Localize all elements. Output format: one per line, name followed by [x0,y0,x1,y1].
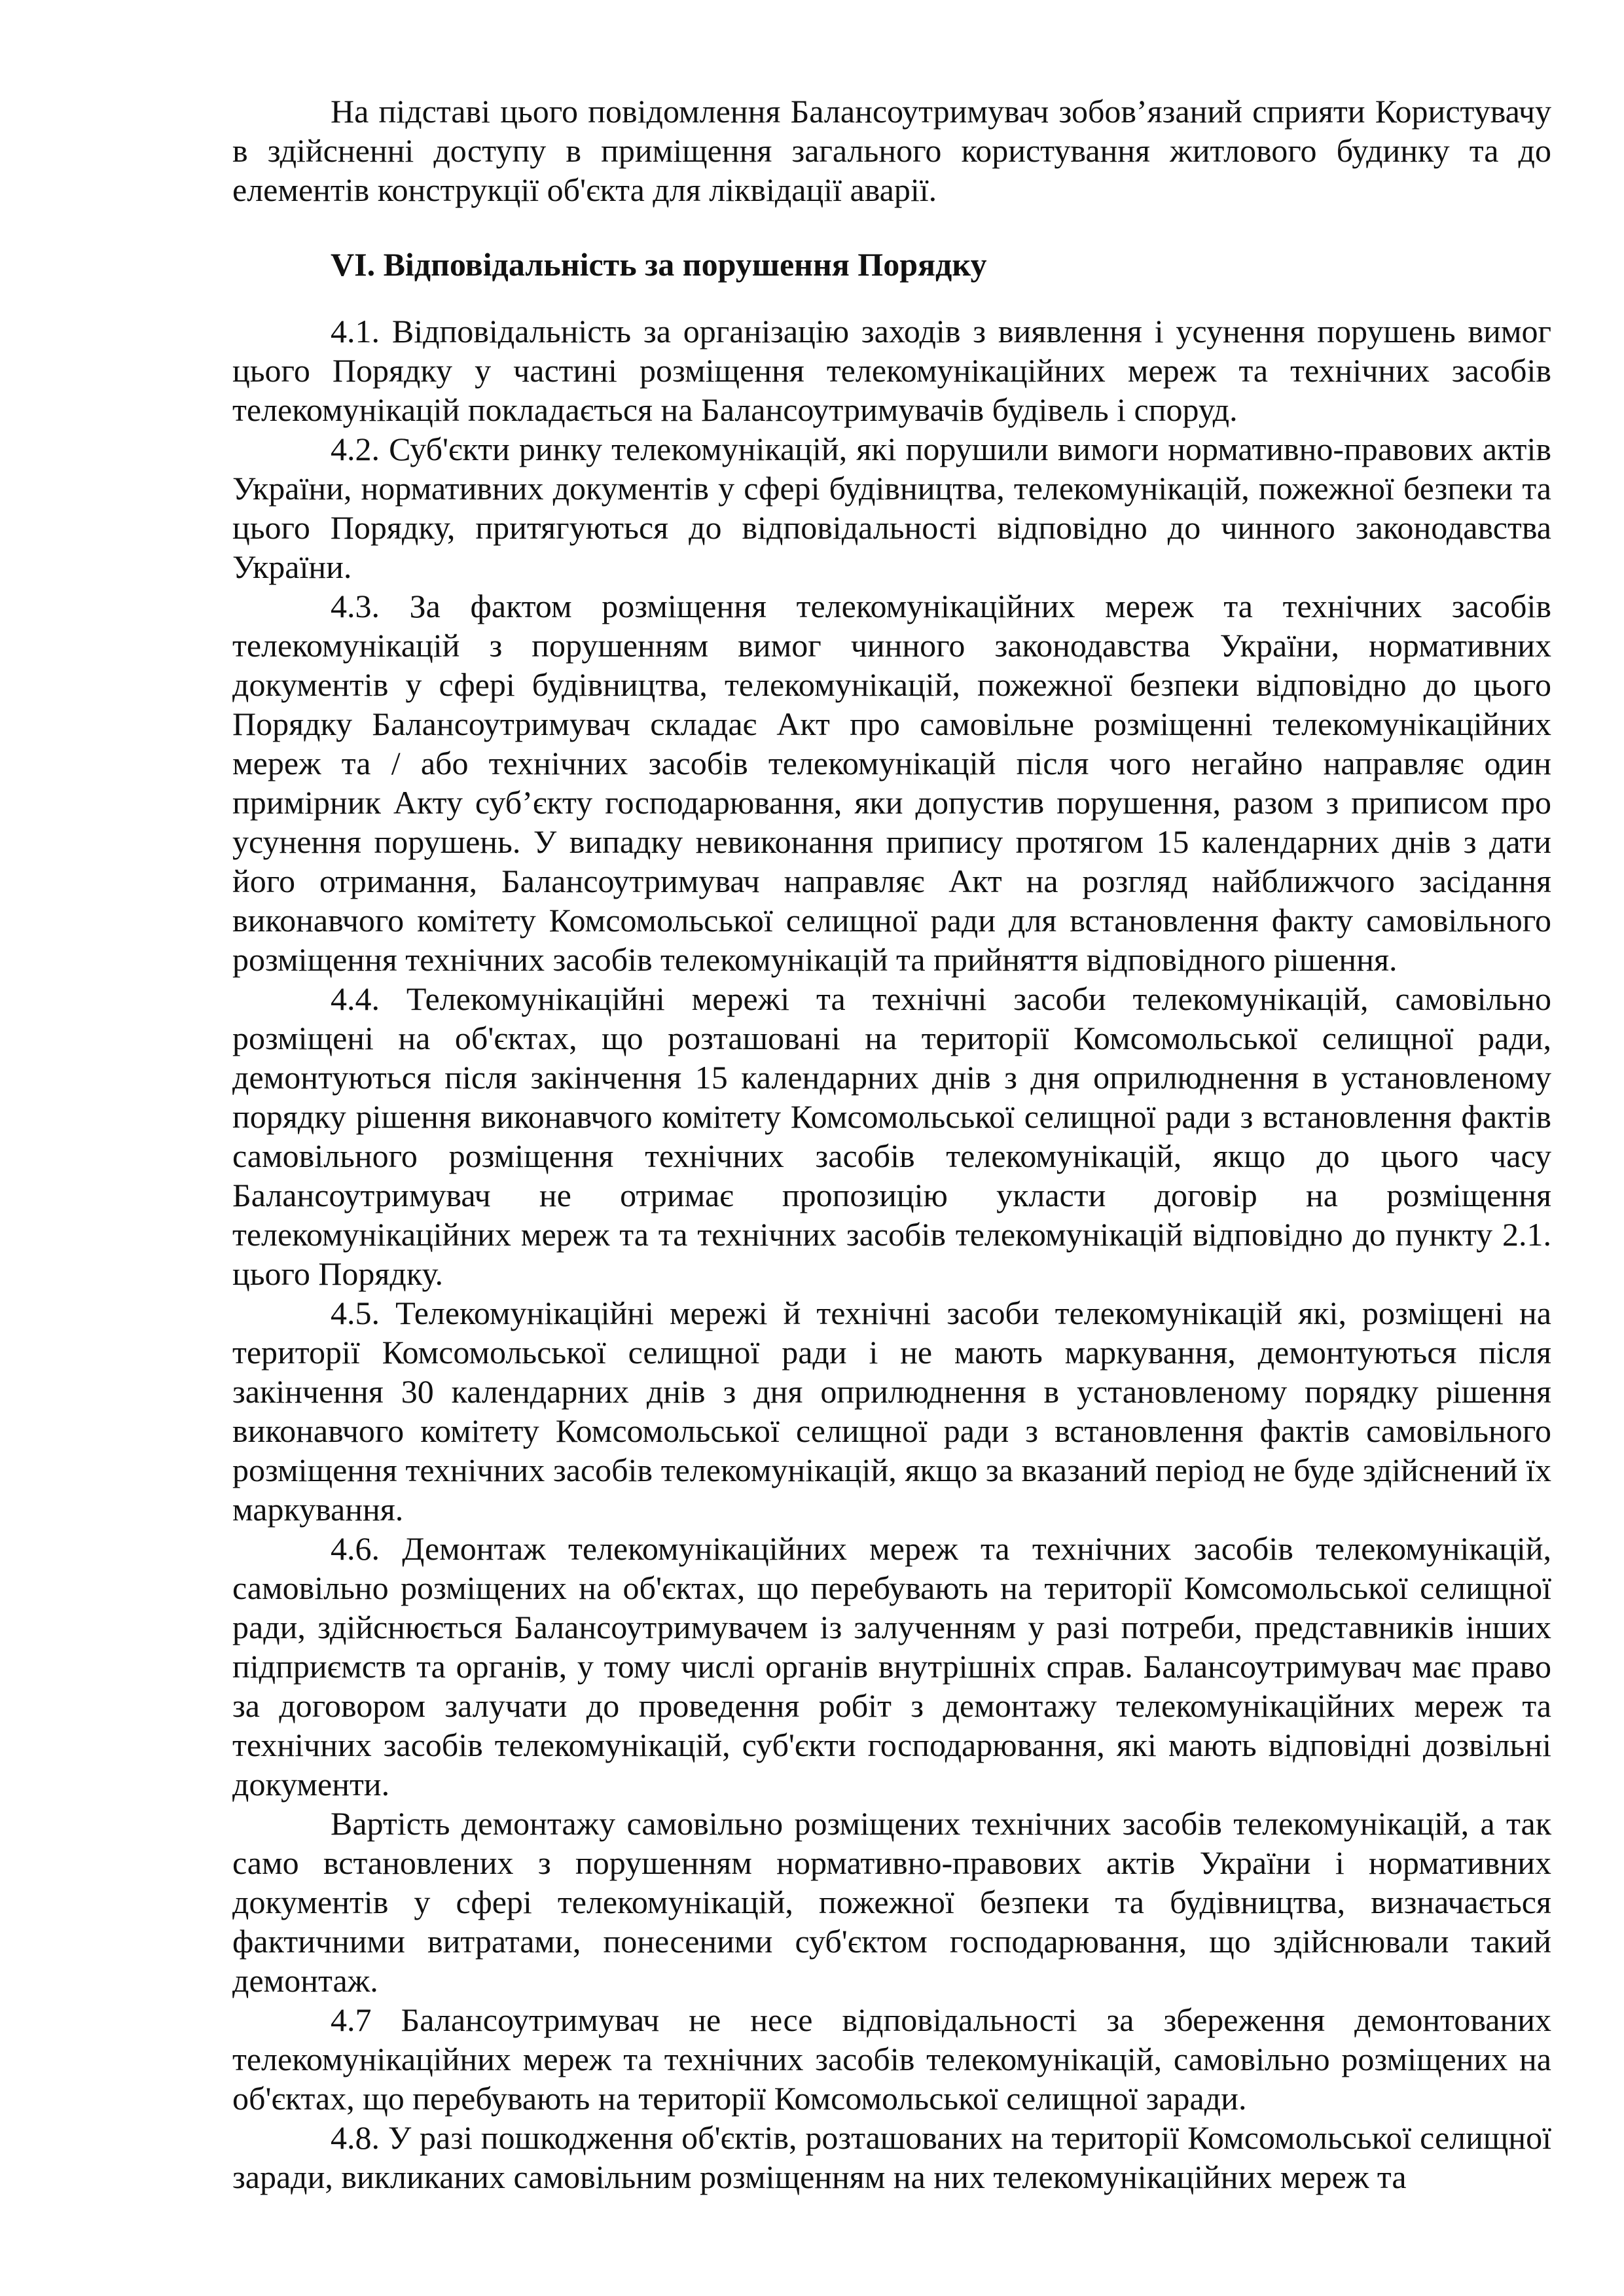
paragraph-4-2: 4.2. Суб'єкти ринку телекомунікацій, які порушили вимоги нормативно-правових актів України, нормативних документів у сфері будівництва, телекомунікацій, пожежної безпеки та цього Порядку, притягуються до відповідальності відповідно до чинного законодавства України. [232,431,1551,585]
paragraph-4-5: 4.5. Телекомунікаційні мережі й технічні засоби телекомунікацій які, розміщені на території Комсомольської селищної ради і не мають маркування, демонтуються після закінчення 30 календарних днів з дня оприлюднення в установленому порядку рішення виконавчого комітету Комсомольської селищної ради з встановлення фактів самовільного розміщення технічних засобів телекомунікацій, якщо за вказаний період не буде здійснений їх маркування. [232,1295,1551,1528]
paragraph-4-8: 4.8. У разі пошкодження об'єктів, розташованих на території Комсомольської селищної заради, викликаних самовільним розміщенням на них телекомунікаційних мереж та [232,2119,1551,2195]
section-heading: VI. Відповідальність за порушення Порядку [331,246,987,283]
paragraph-dismantling-cost: Вартість демонтажу самовільно розміщених технічних засобів телекомунікацій, а так само встановлених з порушенням нормативно-правових актів України і нормативних документів у сфері телекомунікацій, пожежної безпеки та будівництва, визначається фактичними витратами, понесеними суб'єктом господарювання, що здійснювали такий демонтаж. [232,1805,1551,1999]
paragraph-4-6: 4.6. Демонтаж телекомунікаційних мереж та технічних засобів телекомунікацій, самовільно розміщених на об'єктах, що перебувають на території Комсомольської селищної ради, здійснюється Балансоутримувачем із залученням у разі потреби, представників інших підприємств та органів, у тому числі органів внутрішніх справ. Балансоутримувач має право за договором залучати до проведення робіт з демонтажу телекомунікаційних мереж та технічних засобів телекомунікацій, суб'єкти господарювання, які мають відповідні дозвільні документи. [232,1530,1551,1803]
paragraph-4-7: 4.7 Балансоутримувач не несе відповідальності за збереження демонтованих телекомунікаційних мереж та технічних засобів телекомунікацій, самовільно розміщених на об'єктах, що перебувають на території Комсомольської селищної заради. [232,2001,1551,2117]
paragraph-4-3: 4.3. За фактом розміщення телекомунікаційних мереж та технічних засобів телекомунікацій з порушенням вимог чинного законодавства України, нормативних документів у сфері будівництва, телекомунікацій, пожежної безпеки відповідно до цього Порядку Балансоутримувач складає Акт про самовільне розміщенні телекомунікаційних мереж та / або технічних засобів телекомунікацій після чого негайно направляє один примірник Акту суб’єкту господарювання, яки допустив порушення, разом з приписом про усунення порушень. У випадку невиконання припису протягом 15 календарних днів з дати його отримання, Балансоутримувач направляє Акт на розгляд найближчого засідання виконавчого комітету Комсомольської селищної ради для встановлення факту самовільного розміщення технічних засобів телекомунікацій та прийняття відповідного рішення. [232,588,1551,978]
paragraph-4-1: 4.1. Відповідальність за організацію заходів з виявлення і усунення порушень вимог цього Порядку у частині розміщення телекомунікаційних мереж та технічних засобів телекомунікацій покладається на Балансоутримувачів будівель і споруд. [232,313,1551,428]
document-page [232,92,1551,2197]
paragraph-4-4: 4.4. Телекомунікаційні мережі та технічні засоби телекомунікацій, самовільно розміщені на об'єктах, що розташовані на території Комсомольської селищної ради, демонтуються після закінчення 15 календарних днів з дня оприлюднення в установленому порядку рішення виконавчого комітету Комсомольської селищної ради з встановлення фактів самовільного розміщення технічних засобів телекомунікацій, якщо до цього часу Балансоутримувач не отримає пропозицію укласти договір на розміщення телекомунікаційних мереж та та технічних засобів телекомунікацій відповідно до пункту 2.1. цього Порядку. [232,980,1551,1292]
intro-paragraph: На підставі цього повідомлення Балансоутримувач зобов’язаний сприяти Користувачу в здійсненні доступу в приміщення загального користування житлового будинку та до елементів конструкції об'єкта для ліквідації аварії. [232,93,1551,208]
